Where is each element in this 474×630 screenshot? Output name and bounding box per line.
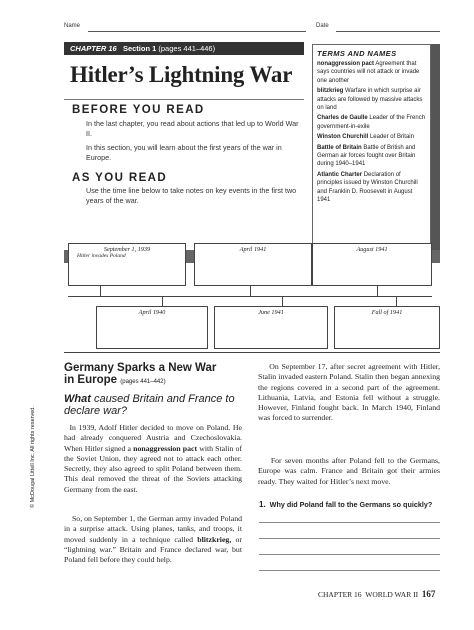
terms-heading: TERMS AND NAMES	[317, 49, 397, 58]
term-name: Charles de Gaulle	[317, 115, 368, 122]
term-item	[313, 144, 430, 169]
section-question	[64, 393, 264, 417]
term-nonaggression-pact: nonaggression pact	[133, 443, 198, 453]
before-you-read-p1: In the last chapter, you read about actions that led up to World War II.	[86, 119, 299, 138]
term-name: Winston Churchill	[317, 134, 369, 141]
section-heading-line2: in Europe	[64, 374, 118, 386]
left-p1-text-a: In 1939, Adolf Hitler decided to move on Poland. He had already conquered Austria and Czechoslovakia. When Hitler signed a	[64, 423, 242, 453]
section-heading-pages: (pages 441–442)	[120, 379, 166, 385]
question-1	[259, 500, 441, 509]
name-label: Name	[64, 23, 81, 29]
name-line[interactable]	[88, 31, 306, 32]
term-name: nonaggression pact	[317, 61, 375, 67]
right-paragraph-2	[258, 456, 440, 487]
question-1-number: 1.	[259, 500, 266, 509]
right-paragraph-1	[258, 362, 440, 424]
term-name: blitzkrieg	[317, 88, 344, 95]
timeline-label: April 1940	[138, 309, 166, 316]
timeline-label: September 1, 1939	[103, 246, 151, 253]
term-blitzkrieg: blitzkrieg,	[197, 534, 232, 544]
timeline-box-bottom-2[interactable]	[214, 306, 328, 349]
chapter-number: CHAPTER 16	[70, 44, 117, 53]
footer-chapter: CHAPTER 16	[318, 590, 362, 599]
section-heading	[64, 362, 274, 388]
timeline-tick	[396, 296, 397, 306]
section-heading-line1: Germany Sparks a New War	[64, 362, 217, 374]
left-p1-text-b: with Stalin of the Soviet Union, they agreed not to attack each other. Secretly, they also agreed to split Poland between them. This deal removed the threat of the Soviets attacking Germany from the east.	[64, 443, 242, 494]
timeline-axis	[68, 296, 432, 297]
question-keyword: What	[64, 393, 91, 405]
page-footer	[318, 589, 435, 599]
timeline-tick	[100, 286, 101, 296]
timeline-box-top-3[interactable]	[312, 243, 432, 286]
page-number: 167	[421, 589, 436, 599]
footer-title: WORLD WAR II	[365, 590, 419, 599]
timeline-label: June 1941	[258, 309, 284, 316]
right-p2-text: For seven months after Poland fell to the Germans, Europe was calm. France and Britain got their armies ready. They waited for Hitler’s next move.	[258, 456, 440, 486]
left-paragraph-1	[64, 423, 242, 495]
timeline-box-bottom-1[interactable]	[96, 306, 208, 349]
date-line[interactable]	[336, 31, 440, 32]
term-name: Atlantic Charter	[317, 171, 363, 178]
answer-line-2[interactable]	[259, 538, 440, 539]
section-number: Section 1	[122, 44, 157, 53]
left-paragraph-2	[64, 514, 242, 565]
answer-line-4[interactable]	[259, 570, 440, 571]
term-definition: Battle of British and German air forces fought over Britain during 1940–1941	[317, 144, 416, 168]
title-divider	[64, 99, 304, 100]
term-item	[313, 171, 430, 205]
question-text: caused Britain and France to declare war?	[64, 393, 235, 417]
term-item	[313, 60, 430, 85]
terms-list	[313, 60, 430, 205]
terms-and-names-box	[312, 44, 431, 250]
timeline-tick	[377, 286, 378, 296]
term-definition: Leader of Britain	[369, 134, 414, 141]
timeline-label: April 1941	[239, 246, 267, 253]
question-1-text: Why did Poland fall to the Germans so quickly?	[269, 500, 433, 509]
before-you-read-heading: BEFORE YOU READ	[72, 104, 205, 116]
answer-line-3[interactable]	[259, 554, 440, 555]
term-item	[313, 133, 430, 141]
timeline-note: Hitler invades Poland	[77, 253, 126, 259]
timeline-tick	[162, 296, 163, 306]
term-definition: Agreement that says countries will not attack or invade one another	[317, 61, 420, 84]
term-definition: Leader of the French government-in-exile	[317, 115, 426, 130]
terms-shadow	[431, 44, 440, 263]
timeline-tick	[282, 296, 283, 306]
timeline-tick	[250, 286, 251, 296]
term-definition: Warfare in which surprise air attacks are followed by massive attacks on land	[317, 88, 423, 112]
timeline-label: August 1941	[356, 246, 388, 253]
term-definition: Declaration of principles issued by Winston Churchill and Franklin D. Roosevelt in August 1941	[317, 171, 418, 204]
left-p2-text-b: or “lightning war.” Britain and France declared war, but Poland fell before they could help.	[64, 534, 242, 565]
term-item	[313, 114, 430, 131]
right-p1-text: On September 17, after secret agreement with Hitler, Stalin invaded eastern Poland. Stalin then began annexing the regions covered in a second part of the agreement. Lithuania, Latvia, and Estonia fell without a struggle. However, Finland fought back. In March 1940, Finland was forced to surrender.	[258, 362, 441, 423]
section-rule	[64, 352, 440, 353]
page-title: Hitler’s Lightning War	[70, 62, 293, 87]
timeline-label: Fall of 1941	[371, 309, 403, 316]
timeline	[64, 240, 440, 355]
as-you-read-p1: Use the time line below to take notes on key events in the first two years of the war.	[86, 186, 297, 205]
answer-line-1[interactable]	[259, 522, 440, 523]
as-you-read-heading: AS YOU READ	[72, 172, 168, 184]
copyright-notice: © McDougal Littell Inc. All rights reserved.	[30, 406, 36, 508]
term-name: Battle of Britain	[317, 144, 362, 151]
timeline-box-top-2[interactable]	[194, 243, 312, 286]
section-pages: (pages 441–446)	[158, 44, 216, 53]
left-p2-text-a: So, on September 1, the German army invaded Poland in a surprise attack. Using planes, tanks, and troops, it moved suddenly in a technique called	[64, 514, 243, 544]
chapter-bar	[64, 42, 304, 55]
term-item	[313, 87, 430, 112]
timeline-box-top-1[interactable]	[68, 243, 186, 286]
timeline-box-bottom-3[interactable]	[334, 306, 440, 349]
before-you-read-p2: In this section, you will learn about the first years of the war in Europe.	[86, 143, 282, 162]
date-label: Date	[316, 23, 329, 29]
